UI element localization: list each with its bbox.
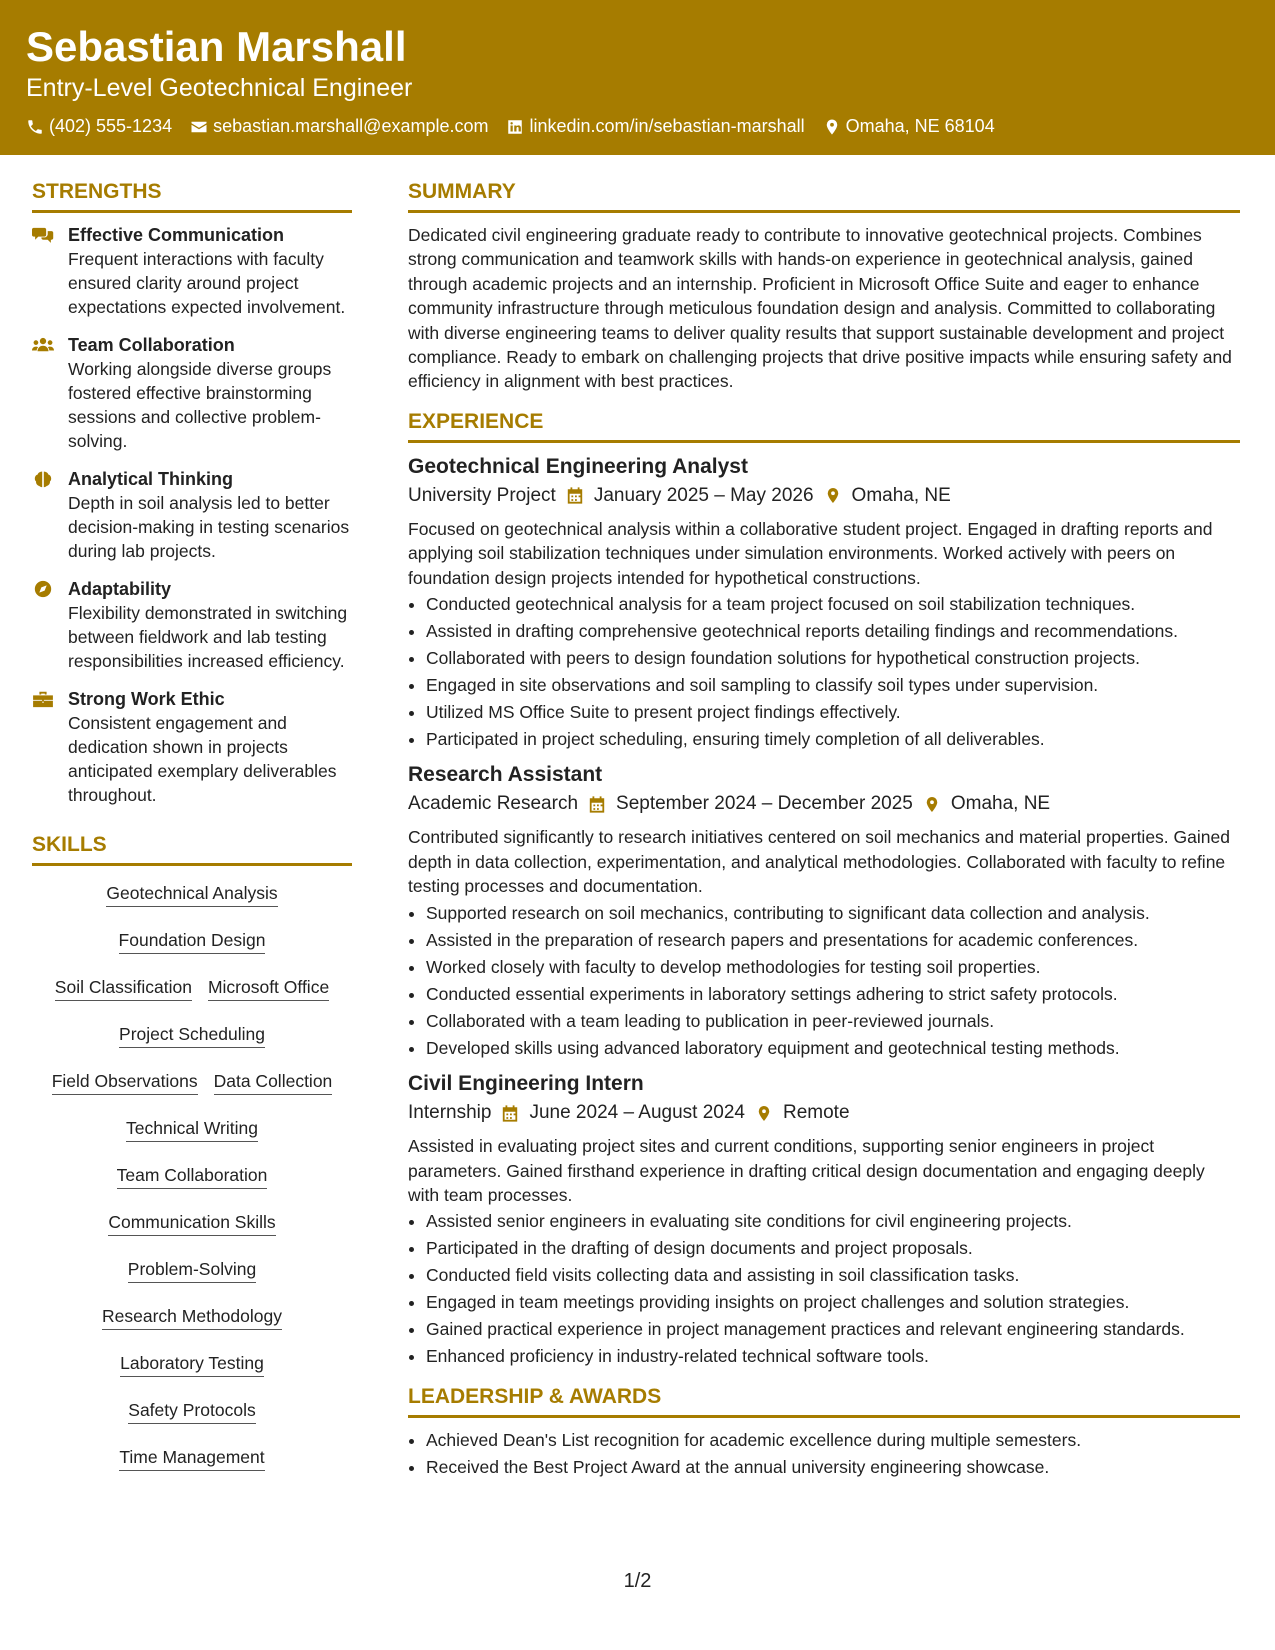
skill-tag: Project Scheduling <box>119 1023 265 1048</box>
strength-desc: Frequent interactions with faculty ensured clarity around project expectations expected involvement. <box>68 249 346 317</box>
strength-title: Analytical Thinking <box>68 469 234 489</box>
list-item: • Conducted essential experiments in laboratory settings adhering to strict safety protocols. <box>426 982 1240 1006</box>
skill-tag: Problem-Solving <box>128 1258 256 1283</box>
skill-tag: Foundation Design <box>119 929 266 954</box>
list-item: • Conducted geotechnical analysis for a team project focused on soil stabilization techniques. <box>426 592 1240 616</box>
job-bullets <box>408 1209 1240 1368</box>
calendar-icon <box>566 486 584 505</box>
list-item: • Conducted field visits collecting data and assisting in soil classification tasks. <box>426 1263 1240 1287</box>
job-bullets <box>408 901 1240 1060</box>
job-meta <box>408 481 1240 511</box>
calendar-icon <box>588 795 606 814</box>
envelope-icon <box>190 118 208 136</box>
list-item: • Collaborated with peers to design foundation solutions for hypothetical construction projects. <box>426 646 1240 670</box>
job-bullets <box>408 592 1240 751</box>
strength-title: Strong Work Ethic <box>68 689 225 709</box>
list-item: • Received the Best Project Award at the annual university engineering showcase. <box>426 1455 1240 1479</box>
list-item: • Participated in project scheduling, ensuring timely completion of all deliverables. <box>426 727 1240 751</box>
list-item: • Enhanced proficiency in industry-related technical software tools. <box>426 1344 1240 1368</box>
left-column <box>32 178 352 1471</box>
job-meta <box>408 1098 1240 1128</box>
skills-heading: SKILLS <box>32 831 352 866</box>
contact-location-text: Omaha, NE 68104 <box>845 116 995 136</box>
list-item: • Developed skills using advanced laboratory equipment and geotechnical testing methods. <box>426 1036 1240 1060</box>
skill-tag: Communication Skills <box>108 1211 275 1236</box>
job-description: Focused on geotechnical analysis within a collaborative student project. Engaged in drafting reports and applying soil stabilization techniques under simulation environments. Worked actively with peers on foundation design projects intended for hypothetical constructions. <box>408 518 1213 588</box>
contact-email-text: sebastian.marshall@example.com <box>213 116 489 136</box>
map-pin-icon <box>824 486 842 505</box>
contact-phone-text: (402) 555-1234 <box>49 116 173 136</box>
leadership-heading: LEADERSHIP & AWARDS <box>408 1383 1240 1418</box>
skill-tag: Geotechnical Analysis <box>106 882 277 907</box>
job-location: Omaha, NE <box>950 793 1051 815</box>
strength-desc: Consistent engagement and dedication shown in projects anticipated exemplary deliverables throughout. <box>68 713 337 805</box>
skill-tag: Safety Protocols <box>128 1399 255 1424</box>
job-location: Omaha, NE <box>851 484 951 506</box>
brain-icon <box>32 470 54 488</box>
calendar-icon <box>501 1104 519 1123</box>
list-item: • Achieved Dean's List recognition for academic excellence during multiple semesters. <box>426 1428 1240 1452</box>
candidate-title: Entry-Level Geotechnical Engineer <box>26 74 413 102</box>
strength-item <box>32 467 352 563</box>
resume-header <box>0 0 1275 155</box>
skill-tag: Field Observations <box>52 1070 198 1095</box>
list-item: • Assisted senior engineers in evaluating site conditions for civil engineering projects. <box>426 1209 1240 1233</box>
contact-linkedin[interactable] <box>506 116 804 137</box>
job-org: University Project <box>408 484 556 506</box>
job-entry <box>408 453 1240 752</box>
contact-email[interactable] <box>190 116 488 137</box>
phone-icon <box>26 118 44 136</box>
skill-tag: Research Methodology <box>102 1305 282 1330</box>
contact-location <box>823 116 995 137</box>
contact-bar <box>26 116 1249 137</box>
job-description: Contributed significantly to research initiatives centered on soil mechanics and material properties. Gained depth in data collection, experimentation, and analytical methodologies. Collaborated with faculty to refine testing processes and documentation. <box>408 827 1230 897</box>
contact-linkedin-text: linkedin.com/in/sebastian-marshall <box>529 116 805 136</box>
job-description: Assisted in evaluating project sites and current conditions, supporting senior engineers in project parameters. Gained firsthand experience in drafting critical design documentation and engaging deeply with team processes. <box>408 1136 1205 1205</box>
list-item: • Assisted in drafting comprehensive geotechnical reports detailing findings and recommendations. <box>426 619 1240 643</box>
list-item: • Assisted in the preparation of research papers and presentations for academic conferences. <box>426 928 1240 952</box>
list-item: • Utilized MS Office Suite to present project findings effectively. <box>426 700 1240 724</box>
strength-title: Effective Communication <box>68 225 285 245</box>
list-item: • Collaborated with a team leading to publication in peer-reviewed journals. <box>426 1009 1240 1033</box>
job-title: Research Assistant <box>408 763 603 787</box>
page-number: 1/2 <box>623 1570 652 1592</box>
strength-desc: Depth in soil analysis led to better decision-making in testing scenarios during lab projects. <box>68 493 350 561</box>
job-entry <box>408 1070 1240 1369</box>
skill-tag: Soil Classification <box>55 976 192 1001</box>
list-item: • Participated in the drafting of design documents and project proposals. <box>426 1236 1240 1260</box>
compass-icon <box>32 580 54 598</box>
strength-item <box>32 577 352 673</box>
strength-item <box>32 687 352 807</box>
job-org: Internship <box>408 1102 492 1124</box>
experience-heading: EXPERIENCE <box>408 408 1240 443</box>
summary-text: Dedicated civil engineering graduate ready to contribute to innovative geotechnical projects. Combines strong communication and teamwork skills with hands-on experience in geotechnical analysis, gained through academic projects and an internship. Proficient in Microsoft Office Suite and eager to enhance community infrastructure through meticulous foundation design and analysis. Committed to collaborating with diverse engineering teams to deliver quality results that support sustainable development and project compliance. Ready to embark on challenging projects that drive positive impacts while ensuring safety and efficiency in alignment with best practices. <box>408 225 1232 392</box>
list-item: • Engaged in team meetings providing insights on project challenges and solution strategies. <box>426 1290 1240 1314</box>
strength-title: Adaptability <box>68 579 172 599</box>
map-pin-icon <box>755 1104 773 1123</box>
linkedin-icon <box>506 118 524 136</box>
briefcase-icon <box>32 690 54 708</box>
strength-item <box>32 333 352 453</box>
map-pin-icon <box>923 795 941 814</box>
job-title: Civil Engineering Intern <box>408 1072 644 1096</box>
skill-tag: Technical Writing <box>126 1117 258 1142</box>
candidate-name: Sebastian Marshall <box>26 23 407 70</box>
strength-desc: Working alongside diverse groups fostered effective brainstorming sessions and collective problem-solving. <box>68 359 332 451</box>
job-entry <box>408 761 1240 1060</box>
strengths-heading: STRENGTHS <box>32 178 352 213</box>
comments-icon <box>32 226 54 244</box>
list-item: • Supported research on soil mechanics, contributing to significant data collection and analysis. <box>426 901 1240 925</box>
skills-list <box>32 882 352 1471</box>
map-pin-icon <box>823 118 841 136</box>
skill-tag: Data Collection <box>214 1070 333 1095</box>
users-icon <box>32 336 54 354</box>
strength-desc: Flexibility demonstrated in switching between fieldwork and lab testing responsibilities increased efficiency. <box>68 603 348 671</box>
job-dates: June 2024 – August 2024 <box>529 1102 745 1124</box>
skill-tag: Time Management <box>119 1446 264 1471</box>
strength-title: Team Collaboration <box>68 335 235 355</box>
contact-phone[interactable] <box>26 116 172 137</box>
job-title: Geotechnical Engineering Analyst <box>408 454 748 478</box>
right-column <box>408 178 1240 1482</box>
job-location: Remote <box>782 1102 850 1124</box>
job-dates: January 2025 – May 2026 <box>593 484 814 506</box>
leadership-list <box>408 1428 1240 1479</box>
list-item: • Engaged in site observations and soil sampling to classify soil types under supervision. <box>426 673 1240 697</box>
job-dates: September 2024 – December 2025 <box>616 793 913 815</box>
skill-tag: Team Collaboration <box>117 1164 268 1189</box>
skill-tag: Microsoft Office <box>208 976 329 1001</box>
strength-item <box>32 223 352 319</box>
job-org: Academic Research <box>408 793 579 815</box>
list-item: • Worked closely with faculty to develop methodologies for testing soil properties. <box>426 955 1240 979</box>
skill-tag: Laboratory Testing <box>120 1352 264 1377</box>
summary-heading: SUMMARY <box>408 178 1240 213</box>
list-item: • Gained practical experience in project management practices and relevant engineering standards. <box>426 1317 1240 1341</box>
job-meta <box>408 789 1240 819</box>
